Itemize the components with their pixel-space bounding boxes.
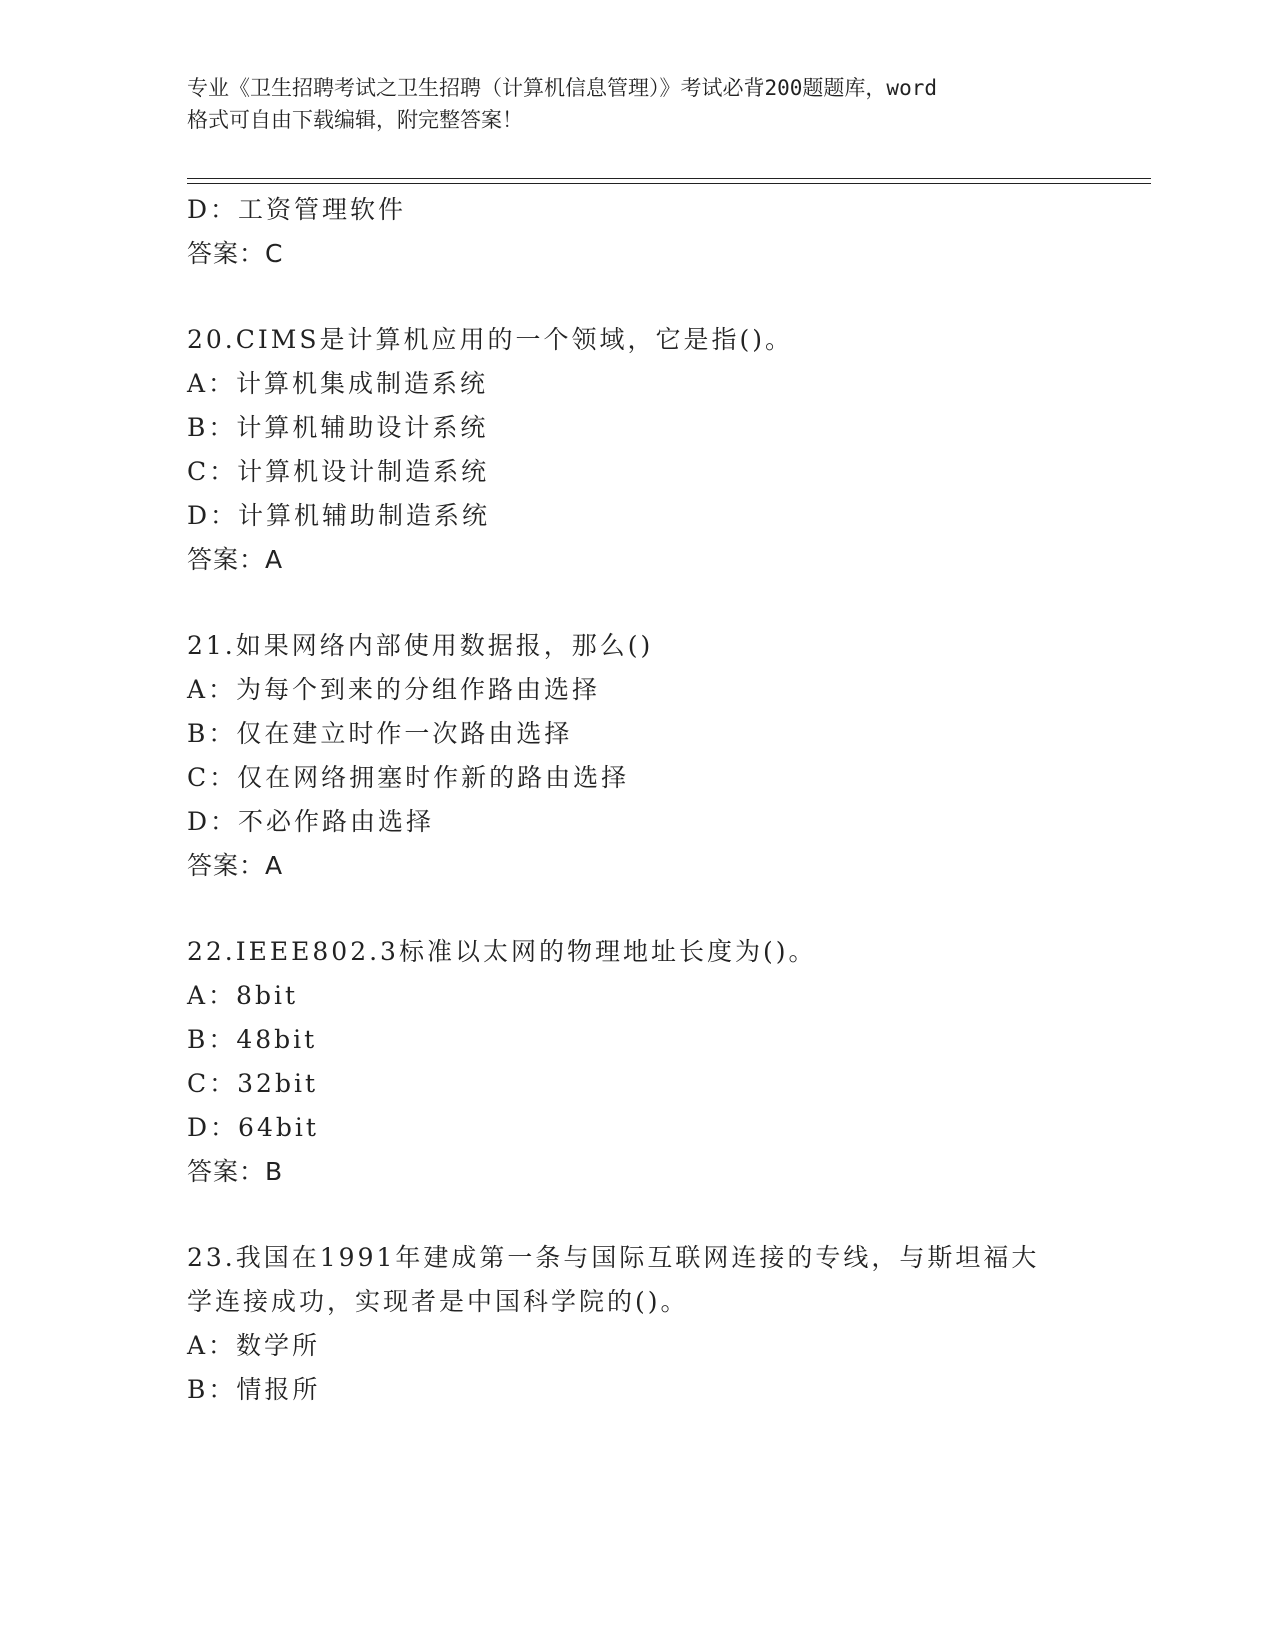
question-22-answer: 答案：B xyxy=(187,1157,284,1186)
question-20-option-d: D：计算机辅助制造系统 xyxy=(187,501,491,530)
prev-option-d: D：工资管理软件 xyxy=(187,195,407,224)
question-23-option-b: B：情报所 xyxy=(187,1375,321,1404)
question-20-stem: 20.CIMS是计算机应用的一个领域，它是指()。 xyxy=(187,325,793,354)
header-line-1: 专业《卫生招聘考试之卫生招聘（计算机信息管理）》考试必背200题题库，word xyxy=(187,76,937,100)
header-line-2: 格式可自由下载编辑，附完整答案！ xyxy=(187,108,523,132)
question-20-option-c: C：计算机设计制造系统 xyxy=(187,457,490,486)
question-21-stem: 21.如果网络内部使用数据报，那么() xyxy=(187,631,654,660)
question-23-stem-line-2: 学连接成功，实现者是中国科学院的()。 xyxy=(187,1287,689,1316)
question-21-answer: 答案：A xyxy=(187,851,284,880)
question-22-stem: 22.IEEE802.3标准以太网的物理地址长度为()。 xyxy=(187,937,817,966)
prev-answer: 答案：C xyxy=(187,239,284,268)
question-23-option-a: A：数学所 xyxy=(187,1331,321,1360)
question-22-option-b: B：48bit xyxy=(187,1025,318,1054)
question-21-option-a: A：为每个到来的分组作路由选择 xyxy=(187,675,601,704)
question-20-answer: 答案：A xyxy=(187,545,284,574)
question-21-option-b: B：仅在建立时作一次路由选择 xyxy=(187,719,573,748)
header-divider-bottom xyxy=(187,183,1151,184)
question-20-option-a: A：计算机集成制造系统 xyxy=(187,369,489,398)
question-22-option-d: D：64bit xyxy=(187,1113,319,1142)
question-21-option-d: D：不必作路由选择 xyxy=(187,807,435,836)
question-23-stem-line-1: 23.我国在1991年建成第一条与国际互联网连接的专线，与斯坦福大 xyxy=(187,1243,1040,1272)
question-20-option-b: B：计算机辅助设计系统 xyxy=(187,413,489,442)
question-22-option-a: A：8bit xyxy=(187,981,299,1010)
document-header xyxy=(187,72,1087,136)
question-22-option-c: C：32bit xyxy=(187,1069,318,1098)
question-21-option-c: C：仅在网络拥塞时作新的路由选择 xyxy=(187,763,630,792)
header-divider-top xyxy=(187,178,1151,179)
